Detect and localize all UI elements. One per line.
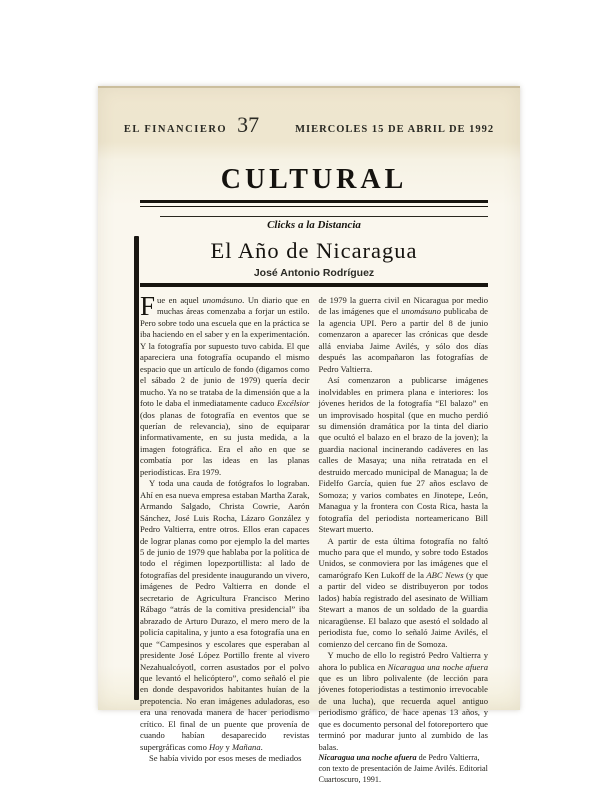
scan-edge <box>98 86 520 88</box>
drop-cap: F <box>140 291 156 321</box>
article-paragraph: Y mucho de ello lo registró Pedro Valtierra y ahora lo publica en Nicaragua una noche afuera que es un libro polivalente (de lección para jóvenes fotoperiodistas a testimonio irrevocable de una lucha), que recuerda aquel antiguo periodismo gráfico, de hace apenas 13 años, y que es documento personal del fotoreportero que terminó por madurar junto al zumbido de las balas. <box>318 650 488 752</box>
article-title: El Año de Nicaragua <box>210 238 418 263</box>
left-column <box>140 291 310 786</box>
scan-gutter-shadow <box>134 236 139 700</box>
column-kicker: Clicks a la Distancia <box>267 219 361 231</box>
divider-thin <box>140 206 488 207</box>
byline-rule <box>140 283 488 287</box>
newspaper-header <box>98 112 520 138</box>
divider-thick <box>140 200 488 203</box>
publication-name: EL FINANCIERO <box>123 124 228 135</box>
article-paragraph: Y toda una cauda de fotógrafos lo lograban. Ahí en esa nueva empresa estaban Martha Zarak, Armando Salgado, Christa Cowrie, Aarón Sánchez, José Luis Rocha, Lázaro González y Pedro Valtierra, entre otros. Ellos eran capaces de lograr planas como por ejemplo la del martes 5 de junio de 1979 que hablaba por la política de todo el régimen lopezportillista: al lado de fotografías del presidente inaugurando un vivero, imágenes de Pedro Valtierra en donde el secretario de Agricultura Francisco Merino Rábago “atrás de la comitiva presidencial” iba abrazado de Arturo Durazo, el mero mero de la policía capitalina, y junto a esa fotografía una en que “Campesinos y escolares que esperaban al presidente José López Portillo frente al vivero Nezahualcóyotl, corren asustados por el polvo que levantó el helicóptero”, como señaló el pie en donde despavoridos habitantes huían de la prepotencia. No eran imágenes aduladoras, eso era una renovada manera de hacer periodismo crítico. El final de un puente que provenía de cuando habían desaparecido revistas supergráficas como Hoy y Mañana. <box>140 478 310 752</box>
scanned-newspaper-page <box>98 86 520 784</box>
article-body <box>140 291 488 786</box>
book-credit-footnote: Nicaragua una noche afuera de Pedro Valtierra, con texto de presentación de Jaime Avilés. Editorial Cuartoscuro, 1991. <box>318 753 488 784</box>
article-block <box>140 164 488 786</box>
article-paragraph: A partir de esta última fotografía no faltó mucho para que el mundo, y sobre todo Estados Unidos, se conmoviera por las imágenes que el camarógrafo Ken Lukoff de la ABC News (y que a partir del video se distribuyeron por todos lados) había registrado del asesinato de William Stewart a manos de un soldado de la guardia nicaragüense. El balazo que asestó el soldado al periodista fue, como lo señaló Jaime Avilés, el comienzo del cercano fin de Somoza. <box>318 535 488 649</box>
kicker-rule <box>160 216 488 217</box>
section-title: CULTURAL <box>220 164 408 195</box>
article-paragraph: Se había vivido por esos meses de mediados <box>149 753 302 764</box>
byline: José Antonio Rodríguez <box>253 267 375 279</box>
issue-date: MIERCOLES 15 DE ABRIL DE 1992 <box>295 124 495 135</box>
page-number: 37 <box>237 112 260 137</box>
right-column <box>319 295 489 786</box>
article-paragraph: de 1979 la guerra civil en Nicaragua por medio de las imágenes que el unomásuno publicaba de la agencia UPI. Pero a partir del 8 de junio comenzaron a aparecer las crónicas que desde allá enviaba Jaime Avilés, y sólo dos días después las acompañaron las fotografías de Pedro Valtierra. <box>318 295 488 374</box>
article-paragraph: Así comenzaron a publicarse imágenes inolvidables en primera plana e interiores: los jóvenes heridos de la fotografía “El balazo” en un improvisado hospital (que en mucho perdió su dimensión dramática por la tinta del diario que ocultó el balazo en el brazo de la joven); la guardia nacional incinerando cadáveres en las calles de Masaya; una niña retratada en el destruido mercado municipal de Managua; la de Fidelfo García, quien fue 27 años esclavo de Somoza; y varios combates en Jinotepe, León, Managua y la frontera con Costa Rica, hasta la fotografía del periodista norteamericano Bill Stewart muerto. <box>318 375 488 535</box>
article-paragraph: Fue en aquel unomásuno. Un diario que en muchas áreas comenzaba a forjar un estilo. Pero sobre todo una escuela que en la práctica se iba haciendo en el saber y en la experimentación. Y la fotografía por supuesto tuvo cabida. El que apareciera una fotografía ocupando el mismo espacio que un artículo de fondo (digamos como el sábado 2 de junio de 1979) quería decir mucho. Ya no se trataba de la dimensión que a la foto le daba el inmediatamente caduco Excélsior (dos planas de fotografía en eventos que se querían de relevancia), sino de equiparar informativamente, en su justa medida, a la imagen fotográfica. Era el año en que se combatía por las ideas en las planas periodísticas. Era 1979. <box>140 291 310 477</box>
